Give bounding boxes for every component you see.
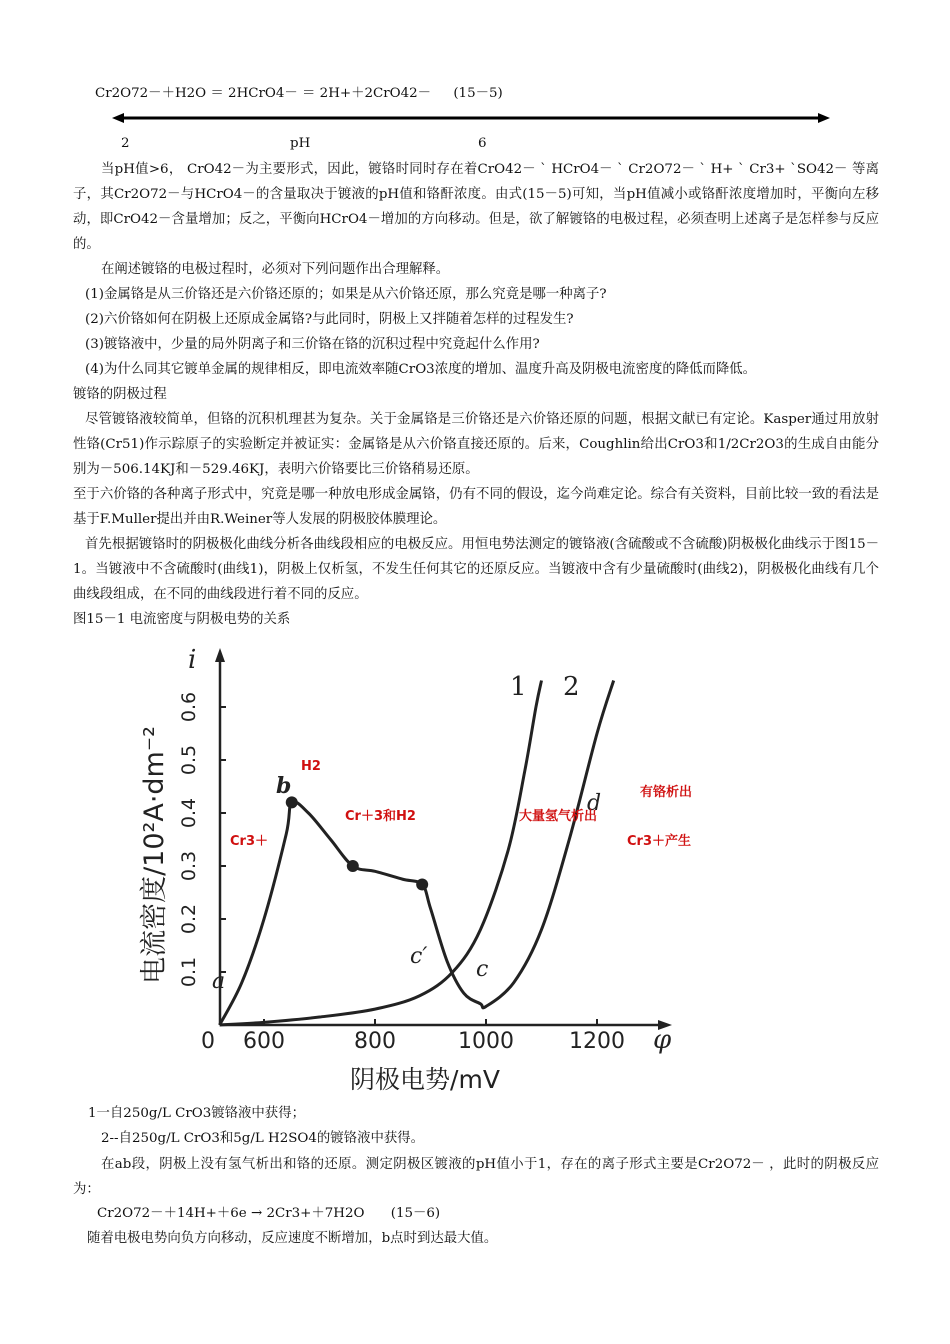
- x-axis-symbol: φ: [653, 1025, 672, 1055]
- paragraph-polarization: 首先根据镀铬时的阴极极化曲线分析各曲线段相应的电极反应。用恒电势法测定的镀铬液(含硫酸或不含硫酸)阴极极化曲线示于图15－1。当镀液中不含硫酸时(曲线1)，阴极上仅析氢，不发生任何其它的还原反应。当镀液中含有少量硫酸时(曲线2)，阴极极化曲线有几个曲线段组成，在不同的曲线段进行着不同的反应。: [73, 537, 879, 602]
- annotation-cr3: Cr3＋: [230, 834, 268, 849]
- question-4: (4)为什么同其它镀单金属的规律相反，即电流效率随CrO3浓度的增加、温度升高及阴极电流密度的降低而降低。: [85, 362, 757, 377]
- equation-number: (15－5): [453, 86, 503, 101]
- point-label-c: c: [476, 957, 489, 982]
- ph-scale-left: 2: [121, 136, 130, 151]
- y-axis-label: 电流密度/10²A·dm⁻²: [139, 726, 170, 984]
- ph-scale-arrow: [112, 108, 830, 128]
- annotation-cr3-h2: Cr＋3和H2: [345, 809, 416, 824]
- figure-caption: 图15－1 电流密度与阴极电势的关系: [73, 612, 291, 627]
- y-tick-label: 0.4: [178, 797, 200, 829]
- legend-note-1: 1一自250g/L CrO3镀铬液中获得；: [88, 1106, 305, 1121]
- ph-scale-label: pH: [290, 136, 311, 151]
- paragraph-ph-forms: 当pH值>6， CrO42－为主要形式，因此，镀铬时同时存在着CrO42－ ` HCrO4－ ` Cr2O72－ ` H+ ` Cr3+ `SO42－ 等离子，其Cr2O72－与HCrO4－的含量取决于镀液的pH值和铬酐浓度。由式(15－5)可知，当pH值减小或铬酐浓度增加时，平衡向左移动，即CrO42－含量增加；反之，平衡向HCrO4－增加的方向移动。但是，欲了解镀铬的电极过程，必须查明上述离子是怎样参与反应的。: [73, 162, 879, 252]
- y-tick-label: 0.3: [178, 850, 200, 882]
- paragraph-theory: 至于六价铬的各种离子形式中，究竟是哪一种放电形成金属铬，仍有不同的假设，迄今尚难定论。综合有关资料，目前比较一致的看法是基于F.Muller提出并由R.Weiner等人发展的阴极胶体膜理论。: [73, 487, 879, 527]
- equation-15-5: [95, 84, 503, 104]
- series-label-1: 1: [510, 672, 527, 702]
- point-label-b: b: [276, 773, 292, 799]
- x-tick-label: 1200: [569, 1029, 625, 1054]
- point-label-a: a: [212, 969, 226, 994]
- question-1: (1)金属铬是从三价铬还是六价铬还原的；如果是从六价铬还原，那么究竟是哪一种离子?: [85, 287, 607, 302]
- x-tick-label: 0: [201, 1029, 215, 1054]
- series-2-line: [220, 681, 614, 1026]
- x-tick-label: 800: [354, 1029, 396, 1054]
- question-3: (3)镀铬液中，少量的局外阴离子和三价铬在铬的沉积过程中究竟起什么作用?: [85, 337, 540, 352]
- y-tick-label: 0.5: [178, 744, 200, 776]
- equation-text: Cr2O72－＋14H+＋6e → 2Cr3+＋7H2O: [97, 1206, 365, 1221]
- annotation-cr3-produce: Cr3＋产生: [627, 834, 691, 849]
- y-axis-symbol: i: [188, 645, 197, 675]
- x-tick-label: 600: [243, 1029, 285, 1054]
- equation-number: (15－6): [390, 1206, 441, 1221]
- series-1-line: [220, 681, 542, 1026]
- curve-point-marker: [416, 879, 428, 891]
- ph-scale-right: 6: [478, 136, 487, 151]
- equation-15-6: [97, 1204, 440, 1224]
- y-tick-label: 0.1: [178, 956, 200, 988]
- curve-point-marker: [347, 860, 359, 872]
- legend-note-2: 2--自250g/L CrO3和5g/L H2SO4的镀铬液中获得。: [101, 1131, 425, 1146]
- final-line: 随着电极电势向负方向移动，反应速度不断增加，b点时到达最大值。: [87, 1231, 498, 1246]
- y-tick-label: 0.2: [178, 903, 200, 935]
- x-axis-label: 阴极电势/mV: [350, 1065, 500, 1094]
- annotation-hydrogen: 大量氢气析出: [519, 809, 598, 824]
- polarization-chart: [100, 620, 720, 1110]
- section-heading: 镀铬的阴极过程: [73, 387, 167, 402]
- annotation-h2: H2: [301, 759, 321, 774]
- paragraph-ab-segment: 在ab段，阴极上没有氢气析出和铬的还原。测定阴极区镀液的pH值小于1，存在的离子形式主要是Cr2O72－ ，此时的阴极反应为：: [73, 1157, 879, 1197]
- annotation-cr-deposit: 有铬析出: [640, 785, 693, 800]
- paragraph-intro-questions: 在阐述镀铬的电极过程时，必须对下列问题作出合理解释。: [101, 262, 450, 277]
- y-tick-label: 0.6: [178, 691, 200, 723]
- point-label-d: d: [587, 791, 602, 816]
- x-tick-label: 1000: [458, 1029, 514, 1054]
- series-label-2: 2: [563, 672, 580, 702]
- paragraph-mechanism: 尽管镀铬液较简单，但铬的沉积机理甚为复杂。关于金属铬是三价铬还是六价铬还原的问题，根据文献已有定论。Kasper通过用放射性铬(Cr51)作示踪原子的实验断定并被证实：金属铬是从六价铬直接还原的。后来，Coughlin给出CrO3和1/2Cr2O3的生成自由能分别为－506.14KJ和－529.46KJ，表明六价铬要比三价铬稍易还原。: [73, 412, 879, 477]
- question-2: (2)六价铬如何在阴极上还原成金属铬?与此同时，阴极上又拌随着怎样的过程发生?: [85, 312, 574, 327]
- y-axis-arrow: [215, 648, 225, 662]
- point-label-c-prime: c′: [410, 944, 428, 969]
- equation-text: Cr2O72－＋H2O ＝ 2HCrO4－ ＝ 2H+＋2CrO42－: [95, 86, 432, 101]
